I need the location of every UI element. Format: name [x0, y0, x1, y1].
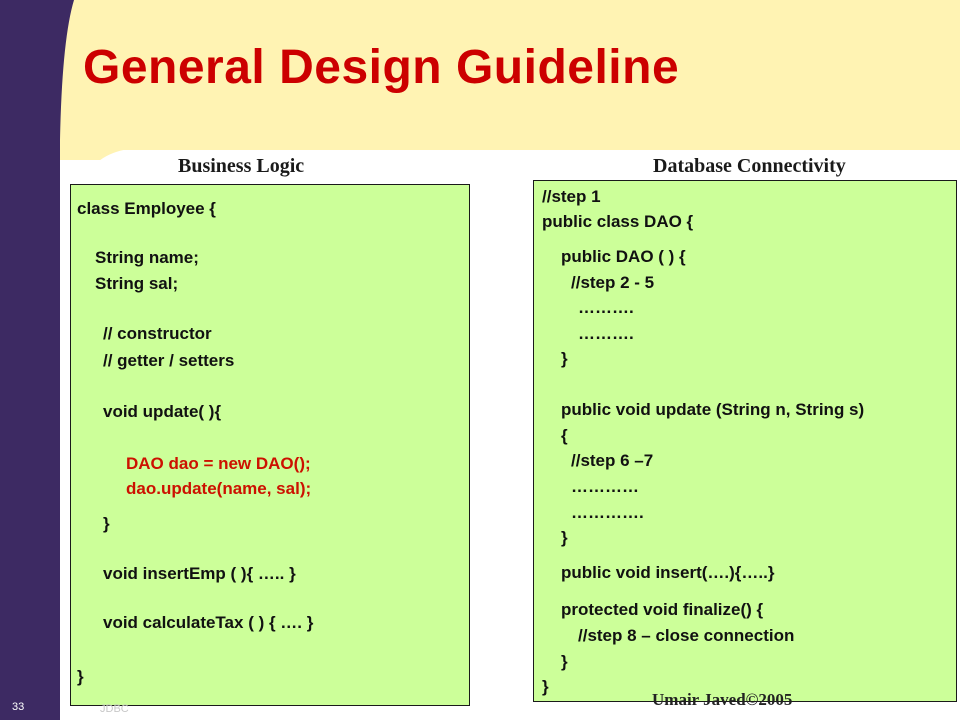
code-line: }: [561, 652, 568, 671]
code-line-highlight: DAO dao = new DAO();: [126, 454, 311, 473]
code-line: void insertEmp ( ){ ….. }: [103, 564, 296, 583]
code-line: void update( ){: [103, 402, 222, 421]
code-line: }: [77, 667, 84, 686]
code-line: …………: [571, 477, 639, 496]
code-line: {: [561, 426, 568, 445]
topic-footer: JDBC: [100, 703, 129, 715]
code-line: String sal;: [95, 274, 179, 293]
code-comment: //step 8 – close connection: [578, 626, 795, 645]
code-line: ……….: [578, 324, 634, 343]
business-logic-code-panel: [70, 184, 470, 706]
code-line: }: [561, 528, 568, 547]
code-comment: //step 1: [542, 187, 601, 206]
code-line: }: [561, 349, 568, 368]
code-line: }: [103, 514, 110, 533]
code-line: String name;: [95, 248, 199, 267]
code-line: class Employee {: [77, 199, 216, 218]
code-line: public void insert(….){…..}: [561, 563, 775, 582]
code-line: public void update (String n, String s): [561, 400, 865, 419]
database-connectivity-code-panel: [533, 180, 957, 702]
page-number: 33: [12, 701, 25, 713]
code-comment: //step 6 –7: [571, 451, 654, 470]
database-connectivity-heading: Database Connectivity: [653, 155, 846, 177]
business-logic-heading: Business Logic: [178, 155, 305, 177]
slide-title: General Design Guideline: [83, 41, 680, 94]
code-comment: //step 2 - 5: [571, 273, 655, 292]
sidebar-bar: [0, 0, 74, 720]
code-line: void calculateTax ( ) { …. }: [103, 613, 314, 632]
code-line: public DAO ( ) {: [561, 247, 686, 266]
code-line: protected void finalize() {: [561, 600, 764, 619]
code-line: }: [542, 677, 549, 696]
code-line: public class DAO {: [542, 212, 694, 231]
code-line: ………….: [571, 503, 644, 522]
author-footer: Umair Javed©2005: [652, 690, 793, 709]
code-line: ……….: [578, 298, 634, 317]
code-comment: // getter / setters: [103, 351, 235, 370]
code-line-highlight: dao.update(name, sal);: [126, 479, 312, 498]
code-comment: // constructor: [103, 324, 212, 343]
